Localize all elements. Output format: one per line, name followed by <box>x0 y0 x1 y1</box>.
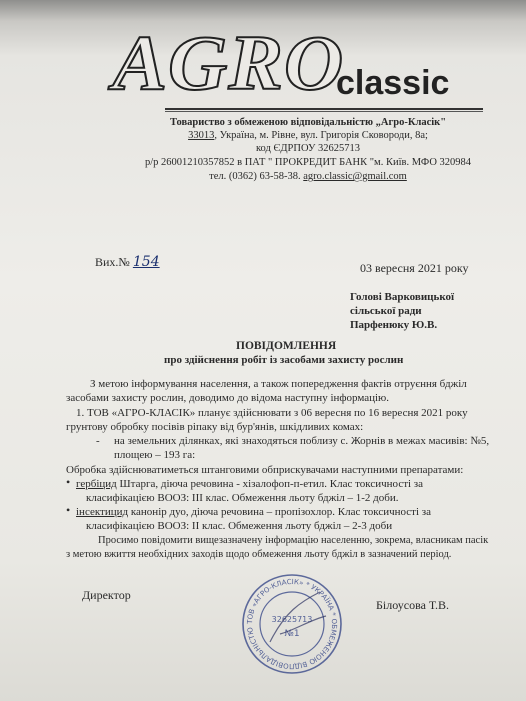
postal-index: 33013 <box>188 130 215 141</box>
signature-position: Директор <box>82 588 131 602</box>
final-paragraph-line-1: Просимо повідомити вищезазначену інформацію населенню, зокрема, власникам пасік <box>98 535 489 546</box>
signature-name: Білоусова Т.В. <box>376 598 450 612</box>
outgoing-label: Вих.№ <box>95 255 130 269</box>
logo-agro: AGRO <box>112 19 345 106</box>
recipient-line-1: Голові Варковицької <box>350 291 455 303</box>
item-1-line-2: грунтову обробку посівів ріпаку від бур'янів, шкідливих комах: <box>66 421 364 433</box>
company-account: р/р 26001210357852 в ПАТ " ПРОКРЕДИТ БАНК "м. Київ. МФО 320984 <box>144 157 472 168</box>
paragraph-1-line-1: З метою інформування населення, а також попередження фактів отруєння бджіл <box>90 378 467 390</box>
processing-line: Обробка здійснюватиметься штанговими обприскувачами наступними препаратами: <box>66 464 464 476</box>
logo-classic: classic <box>336 64 450 102</box>
dash-marker: - <box>96 435 100 447</box>
stamp-number: №1 <box>284 629 300 639</box>
insecticide-type: інсектицид <box>76 506 129 518</box>
company-edrpou: код ЄДРПОУ 32625713 <box>255 143 361 154</box>
header-rule-thin <box>165 111 483 112</box>
recipient-line-3: Парфенюку Ю.В. <box>350 319 438 331</box>
land-line-1: на земельних ділянках, які знаходяться поблизу с. Жорнів в межах масивів: №5, <box>114 435 490 447</box>
insecticide-desc: канонір дуо, діюча речовина – пропізохлор. Клас токсичності за <box>128 506 432 518</box>
herbicide-desc: Штарга, діюча речовина - хізалофоп-п-етил. Клас токсичності за <box>116 478 424 490</box>
stamp-code: 32625713 <box>271 615 313 624</box>
bullet-herbicide: • <box>66 475 71 489</box>
insecticide-line-1 <box>76 505 431 519</box>
outgoing-number <box>95 254 160 270</box>
stamp-ring-text: ТОВ «АГРО-КЛАСІК» * УКРАЇНА * ОБМЕЖЕНОЮ ВІДПОВІДАЛЬНІСТЮ <box>245 577 339 671</box>
land-line-2: площею – 193 га: <box>114 449 196 461</box>
paragraph-1-line-2: засобами захисту рослин, доводимо до відома наступну інформацію. <box>66 392 390 404</box>
final-paragraph-line-2: з метою вжиття необхідних заходів щодо обмеження льоту бджіл в зазначений період. <box>66 549 452 560</box>
company-stamp-icon <box>240 572 344 676</box>
herbicide-type: гербіцид <box>76 478 117 490</box>
address-rest: , Україна, м. Рівне, вул. Григорія Сковороди, 8а; <box>214 130 428 141</box>
document-title: ПОВІДОМЛЕННЯ <box>236 340 337 352</box>
herbicide-line-1 <box>76 477 423 491</box>
company-contacts <box>128 170 488 183</box>
insecticide-line-2: класифікацією ВООЗ: ІІ клас. Обмеження льоту бджіл – 2-3 доби <box>86 520 393 532</box>
bullet-insecticide: • <box>66 503 71 517</box>
document-subtitle: про здійснення робіт із засобами захисту рослин <box>164 354 404 366</box>
item-1-line-1: 1. ТОВ «АГРО-КЛАСІК» планує здійснювати з 06 вересня по 16 вересня 2021 року <box>76 407 468 419</box>
phone: тел. (0362) 63-58-38. <box>209 171 304 182</box>
letter-date: 03 вересня 2021 року <box>360 261 469 275</box>
outgoing-number-handwritten: 154 <box>132 254 160 270</box>
header-rule <box>165 108 483 110</box>
company-name: Товариство з обмеженою відповідальністю „Агро-Класік" <box>169 117 447 128</box>
email-link[interactable]: agro.classic@gmail.com <box>303 171 407 182</box>
herbicide-line-2: класифікацією ВООЗ: ІІІ клас. Обмеження льоту бджіл – 1-2 доби. <box>86 492 399 504</box>
recipient-line-2: сільської ради <box>350 305 422 317</box>
company-address <box>128 129 488 142</box>
